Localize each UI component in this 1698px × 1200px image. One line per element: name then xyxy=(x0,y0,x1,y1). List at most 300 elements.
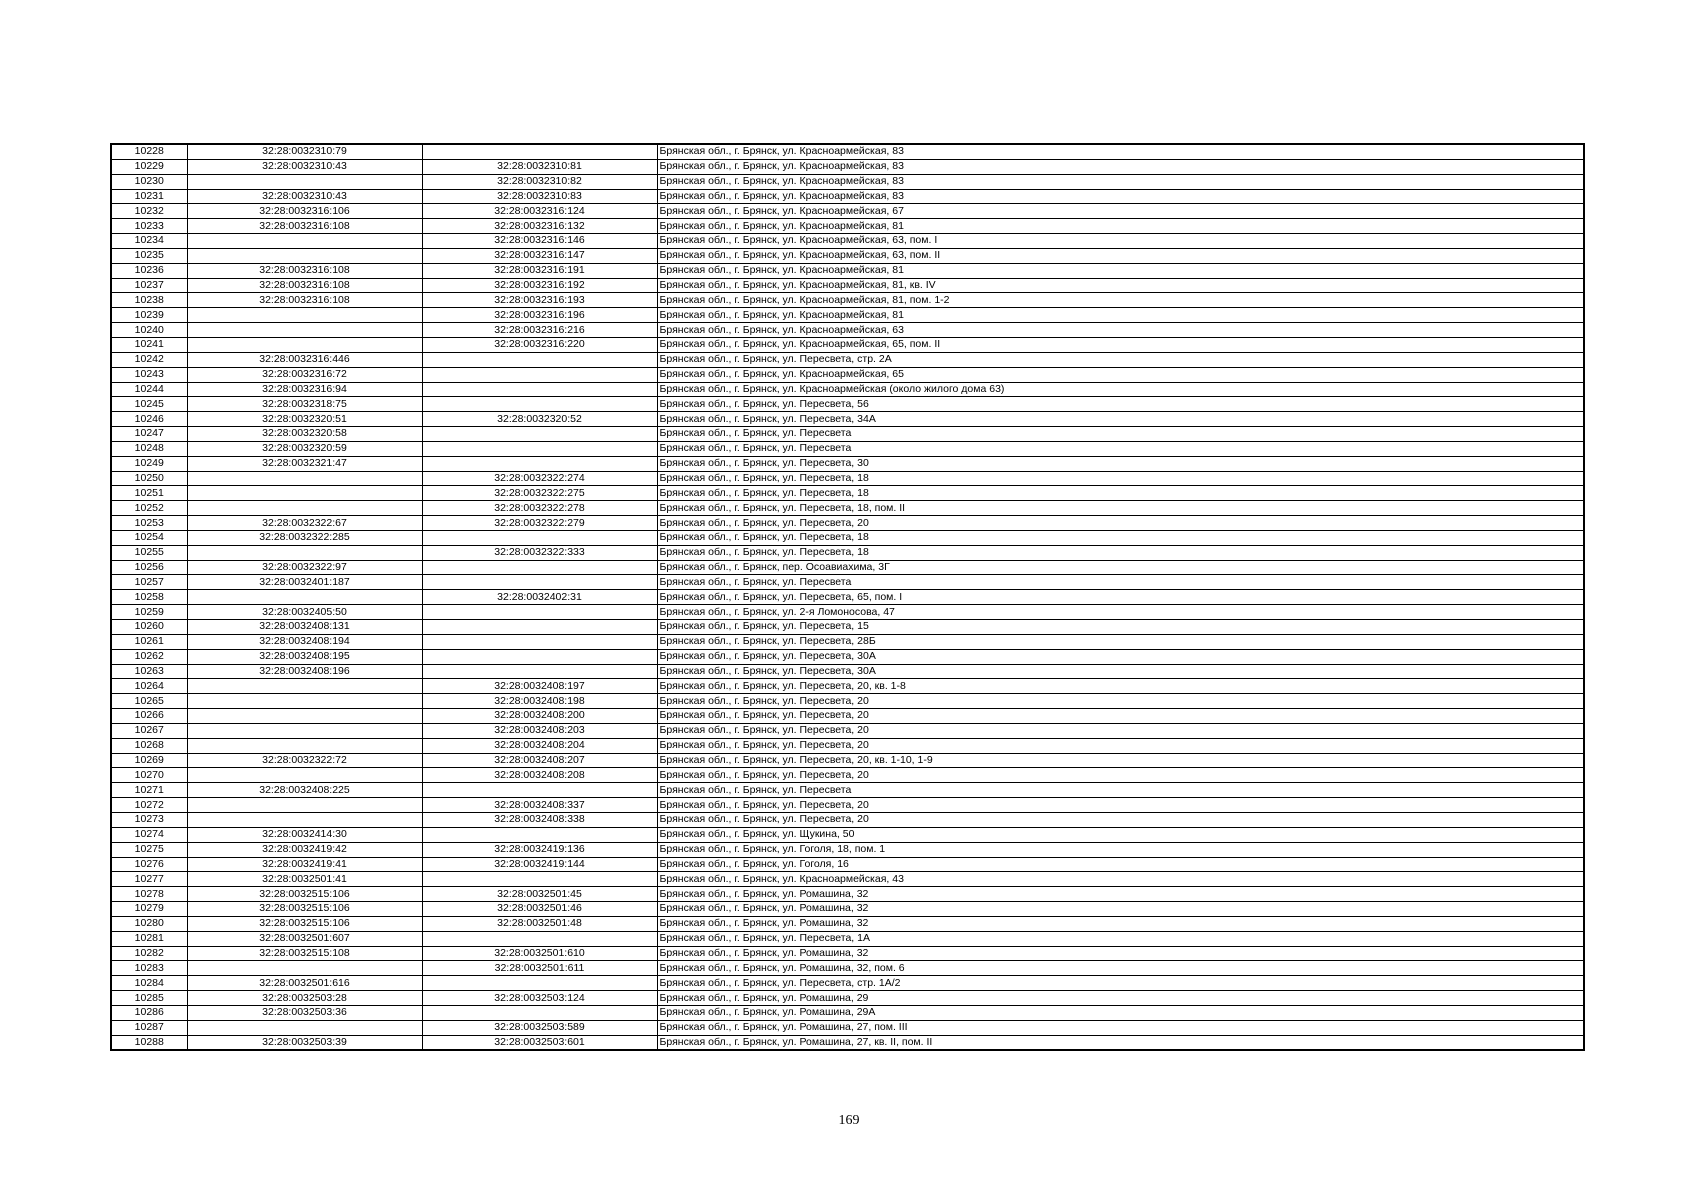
building-cadastral-cell: 32:28:0032316:124 xyxy=(422,204,657,219)
row-number-cell: 10246 xyxy=(111,412,187,427)
row-number-cell: 10249 xyxy=(111,456,187,471)
table-row xyxy=(111,857,1584,872)
address-cell: Брянская обл., г. Брянск, ул. Пересвета, 20 xyxy=(657,694,1584,709)
address-cell: Брянская обл., г. Брянск, ул. Щукина, 50 xyxy=(657,827,1584,842)
table-row xyxy=(111,545,1584,560)
table-row xyxy=(111,263,1584,278)
row-number-cell: 10243 xyxy=(111,367,187,382)
table-row xyxy=(111,486,1584,501)
row-number-cell: 10254 xyxy=(111,530,187,545)
row-number-cell: 10245 xyxy=(111,397,187,412)
row-number-cell: 10273 xyxy=(111,812,187,827)
land-cadastral-cell xyxy=(187,248,422,263)
address-cell: Брянская обл., г. Брянск, ул. Гоголя, 18, пом. 1 xyxy=(657,842,1584,857)
address-cell: Брянская обл., г. Брянск, ул. Пересвета, 1А xyxy=(657,931,1584,946)
table-row xyxy=(111,471,1584,486)
building-cadastral-cell xyxy=(422,620,657,635)
building-cadastral-cell xyxy=(422,1005,657,1020)
building-cadastral-cell: 32:28:0032408:338 xyxy=(422,812,657,827)
address-cell: Брянская обл., г. Брянск, ул. Ромашина, 32 xyxy=(657,902,1584,917)
row-number-cell: 10260 xyxy=(111,620,187,635)
table-row xyxy=(111,204,1584,219)
address-cell: Брянская обл., г. Брянск, ул. Красноармейская, 65 xyxy=(657,367,1584,382)
address-cell: Брянская обл., г. Брянск, ул. Пересвета, 18 xyxy=(657,545,1584,560)
table-row xyxy=(111,456,1584,471)
row-number-cell: 10283 xyxy=(111,961,187,976)
address-cell: Брянская обл., г. Брянск, ул. Пересвета, 18 xyxy=(657,530,1584,545)
table-body xyxy=(111,144,1584,1050)
land-cadastral-cell xyxy=(187,545,422,560)
table-row xyxy=(111,575,1584,590)
table-row xyxy=(111,219,1584,234)
land-cadastral-cell: 32:28:0032503:36 xyxy=(187,1005,422,1020)
land-cadastral-cell xyxy=(187,961,422,976)
table-row xyxy=(111,902,1584,917)
land-cadastral-cell xyxy=(187,590,422,605)
table-row xyxy=(111,590,1584,605)
building-cadastral-cell xyxy=(422,605,657,620)
address-cell: Брянская обл., г. Брянск, ул. Пересвета, 20, кв. 1-8 xyxy=(657,679,1584,694)
row-number-cell: 10248 xyxy=(111,441,187,456)
building-cadastral-cell xyxy=(422,575,657,590)
table-row xyxy=(111,323,1584,338)
address-cell: Брянская обл., г. Брянск, ул. Пересвета, 20 xyxy=(657,798,1584,813)
table-row xyxy=(111,812,1584,827)
building-cadastral-cell: 32:28:0032503:589 xyxy=(422,1020,657,1035)
address-cell: Брянская обл., г. Брянск, ул. Пересвета, 20 xyxy=(657,709,1584,724)
table-row xyxy=(111,620,1584,635)
table-row xyxy=(111,872,1584,887)
building-cadastral-cell: 32:28:0032419:144 xyxy=(422,857,657,872)
address-cell: Брянская обл., г. Брянск, ул. Красноармейская (около жилого дома 63) xyxy=(657,382,1584,397)
address-cell: Брянская обл., г. Брянск, ул. Пересвета, 20, кв. 1-10, 1-9 xyxy=(657,753,1584,768)
building-cadastral-cell: 32:28:0032322:279 xyxy=(422,516,657,531)
land-cadastral-cell xyxy=(187,723,422,738)
address-cell: Брянская обл., г. Брянск, ул. 2-я Ломоносова, 47 xyxy=(657,605,1584,620)
land-cadastral-cell: 32:28:0032515:106 xyxy=(187,916,422,931)
address-cell: Брянская обл., г. Брянск, ул. Ромашина, 29 xyxy=(657,991,1584,1006)
table-row xyxy=(111,605,1584,620)
land-cadastral-cell xyxy=(187,337,422,352)
building-cadastral-cell: 32:28:0032316:196 xyxy=(422,308,657,323)
building-cadastral-cell xyxy=(422,634,657,649)
land-cadastral-cell: 32:28:0032501:607 xyxy=(187,931,422,946)
address-cell: Брянская обл., г. Брянск, ул. Ромашина, 27, пом. III xyxy=(657,1020,1584,1035)
building-cadastral-cell: 32:28:0032310:81 xyxy=(422,159,657,174)
building-cadastral-cell: 32:28:0032408:203 xyxy=(422,723,657,738)
building-cadastral-cell xyxy=(422,931,657,946)
building-cadastral-cell: 32:28:0032501:610 xyxy=(422,946,657,961)
row-number-cell: 10242 xyxy=(111,352,187,367)
table-row xyxy=(111,337,1584,352)
table-row xyxy=(111,159,1584,174)
address-cell: Брянская обл., г. Брянск, ул. Пересвета xyxy=(657,441,1584,456)
table-row xyxy=(111,382,1584,397)
building-cadastral-cell xyxy=(422,530,657,545)
table-row xyxy=(111,352,1584,367)
land-cadastral-cell: 32:28:0032503:39 xyxy=(187,1035,422,1050)
row-number-cell: 10253 xyxy=(111,516,187,531)
land-cadastral-cell: 32:28:0032401:187 xyxy=(187,575,422,590)
building-cadastral-cell: 32:28:0032503:601 xyxy=(422,1035,657,1050)
building-cadastral-cell: 32:28:0032322:275 xyxy=(422,486,657,501)
cadastral-table xyxy=(110,143,1585,1051)
building-cadastral-cell: 32:28:0032501:611 xyxy=(422,961,657,976)
address-cell: Брянская обл., г. Брянск, ул. Красноармейская, 83 xyxy=(657,159,1584,174)
address-cell: Брянская обл., г. Брянск, ул. Ромашина, 27, кв. II, пом. II xyxy=(657,1035,1584,1050)
land-cadastral-cell: 32:28:0032320:51 xyxy=(187,412,422,427)
building-cadastral-cell: 32:28:0032310:83 xyxy=(422,189,657,204)
table-row xyxy=(111,976,1584,991)
row-number-cell: 10263 xyxy=(111,664,187,679)
address-cell: Брянская обл., г. Брянск, ул. Пересвета, 30А xyxy=(657,649,1584,664)
address-cell: Брянская обл., г. Брянск, ул. Ромашина, 32 xyxy=(657,916,1584,931)
land-cadastral-cell xyxy=(187,694,422,709)
address-cell: Брянская обл., г. Брянск, ул. Пересвета, 15 xyxy=(657,620,1584,635)
land-cadastral-cell xyxy=(187,234,422,249)
address-cell: Брянская обл., г. Брянск, ул. Ромашина, 32 xyxy=(657,946,1584,961)
row-number-cell: 10275 xyxy=(111,842,187,857)
address-cell: Брянская обл., г. Брянск, ул. Красноармейская, 81 xyxy=(657,263,1584,278)
land-cadastral-cell: 32:28:0032408:131 xyxy=(187,620,422,635)
land-cadastral-cell: 32:28:0032322:285 xyxy=(187,530,422,545)
address-cell: Брянская обл., г. Брянск, ул. Пересвета, 20 xyxy=(657,738,1584,753)
building-cadastral-cell xyxy=(422,382,657,397)
land-cadastral-cell: 32:28:0032316:108 xyxy=(187,219,422,234)
row-number-cell: 10264 xyxy=(111,679,187,694)
land-cadastral-cell xyxy=(187,308,422,323)
table-row xyxy=(111,248,1584,263)
building-cadastral-cell xyxy=(422,872,657,887)
land-cadastral-cell: 32:28:0032515:106 xyxy=(187,902,422,917)
table-row xyxy=(111,991,1584,1006)
land-cadastral-cell xyxy=(187,471,422,486)
land-cadastral-cell: 32:28:0032322:72 xyxy=(187,753,422,768)
row-number-cell: 10235 xyxy=(111,248,187,263)
table-row xyxy=(111,664,1584,679)
row-number-cell: 10285 xyxy=(111,991,187,1006)
land-cadastral-cell: 32:28:0032316:106 xyxy=(187,204,422,219)
table-row xyxy=(111,1035,1584,1050)
building-cadastral-cell: 32:28:0032419:136 xyxy=(422,842,657,857)
address-cell: Брянская обл., г. Брянск, ул. Красноармейская, 65, пом. II xyxy=(657,337,1584,352)
row-number-cell: 10287 xyxy=(111,1020,187,1035)
building-cadastral-cell: 32:28:0032408:200 xyxy=(422,709,657,724)
table-row xyxy=(111,783,1584,798)
building-cadastral-cell: 32:28:0032503:124 xyxy=(422,991,657,1006)
table-row xyxy=(111,234,1584,249)
building-cadastral-cell xyxy=(422,144,657,159)
row-number-cell: 10237 xyxy=(111,278,187,293)
building-cadastral-cell xyxy=(422,664,657,679)
table-row xyxy=(111,679,1584,694)
table-row xyxy=(111,916,1584,931)
building-cadastral-cell xyxy=(422,783,657,798)
land-cadastral-cell: 32:28:0032310:43 xyxy=(187,159,422,174)
address-cell: Брянская обл., г. Брянск, ул. Пересвета, 34А xyxy=(657,412,1584,427)
building-cadastral-cell: 32:28:0032408:198 xyxy=(422,694,657,709)
land-cadastral-cell: 32:28:0032310:43 xyxy=(187,189,422,204)
row-number-cell: 10286 xyxy=(111,1005,187,1020)
table-row xyxy=(111,842,1584,857)
row-number-cell: 10259 xyxy=(111,605,187,620)
land-cadastral-cell xyxy=(187,798,422,813)
building-cadastral-cell: 32:28:0032501:46 xyxy=(422,902,657,917)
address-cell: Брянская обл., г. Брянск, ул. Пересвета, 20 xyxy=(657,516,1584,531)
building-cadastral-cell: 32:28:0032408:337 xyxy=(422,798,657,813)
land-cadastral-cell: 32:28:0032408:194 xyxy=(187,634,422,649)
address-cell: Брянская обл., г. Брянск, ул. Пересвета, 20 xyxy=(657,812,1584,827)
land-cadastral-cell xyxy=(187,679,422,694)
address-cell: Брянская обл., г. Брянск, ул. Красноармейская, 81 xyxy=(657,308,1584,323)
building-cadastral-cell: 32:28:0032320:52 xyxy=(422,412,657,427)
table-row xyxy=(111,634,1584,649)
land-cadastral-cell xyxy=(187,174,422,189)
row-number-cell: 10257 xyxy=(111,575,187,590)
building-cadastral-cell: 32:28:0032316:191 xyxy=(422,263,657,278)
row-number-cell: 10234 xyxy=(111,234,187,249)
row-number-cell: 10239 xyxy=(111,308,187,323)
land-cadastral-cell: 32:28:0032405:50 xyxy=(187,605,422,620)
land-cadastral-cell xyxy=(187,486,422,501)
address-cell: Брянская обл., г. Брянск, пер. Осоавиахима, 3Г xyxy=(657,560,1584,575)
table-row xyxy=(111,649,1584,664)
land-cadastral-cell: 32:28:0032414:30 xyxy=(187,827,422,842)
address-cell: Брянская обл., г. Брянск, ул. Красноармейская, 63, пом. II xyxy=(657,248,1584,263)
land-cadastral-cell: 32:28:0032318:75 xyxy=(187,397,422,412)
row-number-cell: 10258 xyxy=(111,590,187,605)
row-number-cell: 10276 xyxy=(111,857,187,872)
table-row xyxy=(111,174,1584,189)
address-cell: Брянская обл., г. Брянск, ул. Пересвета, 18 xyxy=(657,486,1584,501)
land-cadastral-cell xyxy=(187,1020,422,1035)
table-row xyxy=(111,397,1584,412)
address-cell: Брянская обл., г. Брянск, ул. Красноармейская, 83 xyxy=(657,189,1584,204)
building-cadastral-cell: 32:28:0032408:204 xyxy=(422,738,657,753)
land-cadastral-cell xyxy=(187,768,422,783)
row-number-cell: 10261 xyxy=(111,634,187,649)
row-number-cell: 10278 xyxy=(111,887,187,902)
table-row xyxy=(111,516,1584,531)
address-cell: Брянская обл., г. Брянск, ул. Красноармейская, 67 xyxy=(657,204,1584,219)
land-cadastral-cell: 32:28:0032408:196 xyxy=(187,664,422,679)
building-cadastral-cell: 32:28:0032322:274 xyxy=(422,471,657,486)
table-row xyxy=(111,144,1584,159)
table-row xyxy=(111,753,1584,768)
row-number-cell: 10288 xyxy=(111,1035,187,1050)
address-cell: Брянская обл., г. Брянск, ул. Красноармейская, 43 xyxy=(657,872,1584,887)
table-row xyxy=(111,1005,1584,1020)
table-row xyxy=(111,412,1584,427)
table-row xyxy=(111,441,1584,456)
row-number-cell: 10269 xyxy=(111,753,187,768)
land-cadastral-cell: 32:28:0032408:195 xyxy=(187,649,422,664)
address-cell: Брянская обл., г. Брянск, ул. Ромашина, 32, пом. 6 xyxy=(657,961,1584,976)
building-cadastral-cell: 32:28:0032316:193 xyxy=(422,293,657,308)
address-cell: Брянская обл., г. Брянск, ул. Пересвета, 65, пом. I xyxy=(657,590,1584,605)
land-cadastral-cell: 32:28:0032408:225 xyxy=(187,783,422,798)
table-row xyxy=(111,768,1584,783)
table-row xyxy=(111,723,1584,738)
address-cell: Брянская обл., г. Брянск, ул. Пересвета, 18 xyxy=(657,471,1584,486)
address-cell: Брянская обл., г. Брянск, ул. Пересвета, стр. 1А/2 xyxy=(657,976,1584,991)
building-cadastral-cell: 32:28:0032316:220 xyxy=(422,337,657,352)
row-number-cell: 10240 xyxy=(111,323,187,338)
table-row xyxy=(111,709,1584,724)
address-cell: Брянская обл., г. Брянск, ул. Пересвета, 28Б xyxy=(657,634,1584,649)
address-cell: Брянская обл., г. Брянск, ул. Красноармейская, 83 xyxy=(657,144,1584,159)
building-cadastral-cell: 32:28:0032310:82 xyxy=(422,174,657,189)
building-cadastral-cell: 32:28:0032322:278 xyxy=(422,501,657,516)
row-number-cell: 10250 xyxy=(111,471,187,486)
address-cell: Брянская обл., г. Брянск, ул. Пересвета xyxy=(657,575,1584,590)
table-row xyxy=(111,367,1584,382)
address-cell: Брянская обл., г. Брянск, ул. Пересвета, стр. 2А xyxy=(657,352,1584,367)
land-cadastral-cell: 32:28:0032316:108 xyxy=(187,278,422,293)
address-cell: Брянская обл., г. Брянск, ул. Красноармейская, 81 xyxy=(657,219,1584,234)
land-cadastral-cell: 32:28:0032320:59 xyxy=(187,441,422,456)
address-cell: Брянская обл., г. Брянск, ул. Красноармейская, 63 xyxy=(657,323,1584,338)
building-cadastral-cell: 32:28:0032316:192 xyxy=(422,278,657,293)
row-number-cell: 10270 xyxy=(111,768,187,783)
land-cadastral-cell: 32:28:0032322:97 xyxy=(187,560,422,575)
address-cell: Брянская обл., г. Брянск, ул. Пересвета xyxy=(657,783,1584,798)
land-cadastral-cell: 32:28:0032503:28 xyxy=(187,991,422,1006)
land-cadastral-cell: 32:28:0032316:446 xyxy=(187,352,422,367)
table-row xyxy=(111,1020,1584,1035)
row-number-cell: 10271 xyxy=(111,783,187,798)
table-row xyxy=(111,530,1584,545)
building-cadastral-cell: 32:28:0032408:208 xyxy=(422,768,657,783)
table-row xyxy=(111,560,1584,575)
row-number-cell: 10262 xyxy=(111,649,187,664)
address-cell: Брянская обл., г. Брянск, ул. Пересвета, 30А xyxy=(657,664,1584,679)
row-number-cell: 10236 xyxy=(111,263,187,278)
land-cadastral-cell: 32:28:0032316:108 xyxy=(187,293,422,308)
land-cadastral-cell: 32:28:0032316:72 xyxy=(187,367,422,382)
row-number-cell: 10266 xyxy=(111,709,187,724)
building-cadastral-cell: 32:28:0032316:132 xyxy=(422,219,657,234)
row-number-cell: 10231 xyxy=(111,189,187,204)
address-cell: Брянская обл., г. Брянск, ул. Пересвета, 56 xyxy=(657,397,1584,412)
address-cell: Брянская обл., г. Брянск, ул. Пересвета, 30 xyxy=(657,456,1584,471)
row-number-cell: 10232 xyxy=(111,204,187,219)
row-number-cell: 10230 xyxy=(111,174,187,189)
address-cell: Брянская обл., г. Брянск, ул. Красноармейская, 63, пом. I xyxy=(657,234,1584,249)
table-row xyxy=(111,798,1584,813)
land-cadastral-cell: 32:28:0032322:67 xyxy=(187,516,422,531)
row-number-cell: 10233 xyxy=(111,219,187,234)
row-number-cell: 10251 xyxy=(111,486,187,501)
building-cadastral-cell xyxy=(422,441,657,456)
row-number-cell: 10228 xyxy=(111,144,187,159)
row-number-cell: 10284 xyxy=(111,976,187,991)
row-number-cell: 10252 xyxy=(111,501,187,516)
address-cell: Брянская обл., г. Брянск, ул. Гоголя, 16 xyxy=(657,857,1584,872)
row-number-cell: 10268 xyxy=(111,738,187,753)
address-cell: Брянская обл., г. Брянск, ул. Ромашина, 29А xyxy=(657,1005,1584,1020)
table-row xyxy=(111,189,1584,204)
table-row xyxy=(111,931,1584,946)
building-cadastral-cell xyxy=(422,976,657,991)
address-cell: Брянская обл., г. Брянск, ул. Красноармейская, 83 xyxy=(657,174,1584,189)
address-cell: Брянская обл., г. Брянск, ул. Пересвета xyxy=(657,427,1584,442)
address-cell: Брянская обл., г. Брянск, ул. Ромашина, 32 xyxy=(657,887,1584,902)
row-number-cell: 10267 xyxy=(111,723,187,738)
row-number-cell: 10244 xyxy=(111,382,187,397)
table-row xyxy=(111,694,1584,709)
land-cadastral-cell xyxy=(187,323,422,338)
building-cadastral-cell xyxy=(422,456,657,471)
land-cadastral-cell: 32:28:0032515:106 xyxy=(187,887,422,902)
building-cadastral-cell: 32:28:0032402:31 xyxy=(422,590,657,605)
table-row xyxy=(111,427,1584,442)
row-number-cell: 10272 xyxy=(111,798,187,813)
building-cadastral-cell: 32:28:0032408:197 xyxy=(422,679,657,694)
land-cadastral-cell: 32:28:0032320:58 xyxy=(187,427,422,442)
building-cadastral-cell: 32:28:0032316:147 xyxy=(422,248,657,263)
land-cadastral-cell: 32:28:0032419:41 xyxy=(187,857,422,872)
table-row xyxy=(111,946,1584,961)
row-number-cell: 10277 xyxy=(111,872,187,887)
row-number-cell: 10256 xyxy=(111,560,187,575)
building-cadastral-cell: 32:28:0032322:333 xyxy=(422,545,657,560)
table-row xyxy=(111,827,1584,842)
building-cadastral-cell: 32:28:0032316:216 xyxy=(422,323,657,338)
address-cell: Брянская обл., г. Брянск, ул. Пересвета, 20 xyxy=(657,723,1584,738)
building-cadastral-cell: 32:28:0032501:45 xyxy=(422,887,657,902)
page-number: 169 xyxy=(838,1113,860,1128)
building-cadastral-cell xyxy=(422,827,657,842)
land-cadastral-cell xyxy=(187,501,422,516)
row-number-cell: 10274 xyxy=(111,827,187,842)
table-row xyxy=(111,308,1584,323)
table-row xyxy=(111,961,1584,976)
land-cadastral-cell: 32:28:0032501:616 xyxy=(187,976,422,991)
building-cadastral-cell xyxy=(422,427,657,442)
address-cell: Брянская обл., г. Брянск, ул. Пересвета, 20 xyxy=(657,768,1584,783)
row-number-cell: 10238 xyxy=(111,293,187,308)
building-cadastral-cell xyxy=(422,352,657,367)
table-row xyxy=(111,293,1584,308)
row-number-cell: 10282 xyxy=(111,946,187,961)
row-number-cell: 10229 xyxy=(111,159,187,174)
row-number-cell: 10280 xyxy=(111,916,187,931)
land-cadastral-cell: 32:28:0032316:108 xyxy=(187,263,422,278)
building-cadastral-cell xyxy=(422,367,657,382)
building-cadastral-cell xyxy=(422,397,657,412)
building-cadastral-cell: 32:28:0032501:48 xyxy=(422,916,657,931)
address-cell: Брянская обл., г. Брянск, ул. Пересвета, 18, пом. II xyxy=(657,501,1584,516)
land-cadastral-cell: 32:28:0032316:94 xyxy=(187,382,422,397)
building-cadastral-cell xyxy=(422,649,657,664)
row-number-cell: 10281 xyxy=(111,931,187,946)
table-row xyxy=(111,278,1584,293)
land-cadastral-cell xyxy=(187,812,422,827)
building-cadastral-cell xyxy=(422,560,657,575)
land-cadastral-cell xyxy=(187,738,422,753)
row-number-cell: 10265 xyxy=(111,694,187,709)
row-number-cell: 10279 xyxy=(111,902,187,917)
land-cadastral-cell: 32:28:0032419:42 xyxy=(187,842,422,857)
table-row xyxy=(111,501,1584,516)
row-number-cell: 10255 xyxy=(111,545,187,560)
land-cadastral-cell xyxy=(187,709,422,724)
building-cadastral-cell: 32:28:0032316:146 xyxy=(422,234,657,249)
land-cadastral-cell: 32:28:0032501:41 xyxy=(187,872,422,887)
building-cadastral-cell: 32:28:0032408:207 xyxy=(422,753,657,768)
table-row xyxy=(111,738,1584,753)
